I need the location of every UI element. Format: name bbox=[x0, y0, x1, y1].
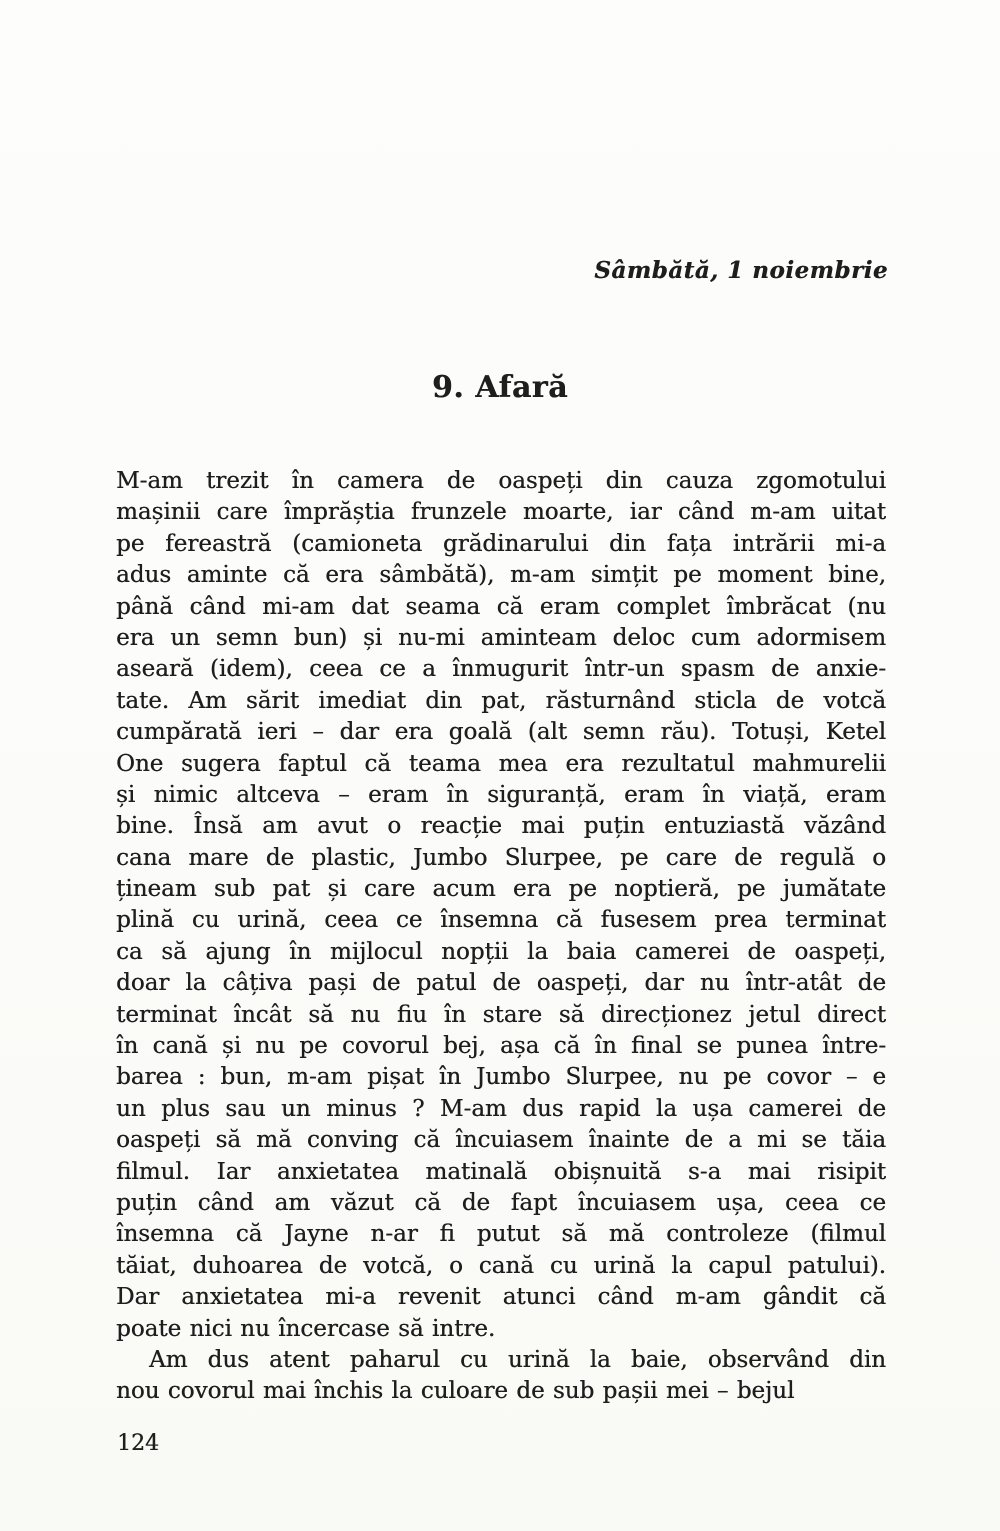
text-line: era un semn bun) și nu-mi aminteam deloc cum adormisem bbox=[116, 624, 886, 651]
dateline: Sâmbătă, 1 noiembrie bbox=[594, 257, 888, 284]
text-line: tăiat, duhoarea de votcă, o cană cu urină la capul patului). bbox=[116, 1252, 886, 1279]
chapter-title: 9. Afară bbox=[431, 370, 569, 405]
body-text bbox=[116, 466, 886, 1408]
text-line: până când mi-am dat seama că eram complet îmbrăcat (nu bbox=[116, 593, 886, 620]
text-line: în cană și nu pe covorul bej, așa că în final se punea între- bbox=[116, 1033, 886, 1060]
text-line: cumpărată ieri – dar era goală (alt semn rău). Totuși, Ketel bbox=[116, 719, 886, 746]
text-line: țineam sub pat și care acum era pe noptieră, pe jumătate bbox=[116, 876, 886, 903]
text-line: plină cu urină, ceea ce însemna că fusesem prea terminat bbox=[116, 907, 886, 934]
text-line: poate nici nu încercase să intre. bbox=[116, 1315, 496, 1342]
text-line: pe fereastră (camioneta grădinarului din fața intrării mi-a bbox=[116, 530, 886, 557]
text-line: adus aminte că era sâmbătă), m-am simțit pe moment bine, bbox=[116, 562, 886, 589]
text-line: puțin când am văzut că de fapt încuiasem ușa, ceea ce bbox=[116, 1189, 886, 1216]
text-line: ca să ajung în mijlocul nopții la baia camerei de oaspeți, bbox=[116, 938, 886, 965]
page-number: 124 bbox=[117, 1431, 159, 1456]
text-line: oaspeți să mă conving că încuiasem înainte de a mi se tăia bbox=[116, 1127, 886, 1154]
text-line: doar la câțiva pași de patul de oaspeți, dar nu într-atât de bbox=[116, 970, 886, 997]
text-line: Dar anxietatea mi-a revenit atunci când m-am gândit că bbox=[116, 1284, 886, 1311]
text-line: un plus sau un minus ? M-am dus rapid la ușa camerei de bbox=[116, 1095, 886, 1122]
paragraph bbox=[116, 466, 886, 1345]
text-line: însemna că Jayne n-ar fi putut să mă controleze (filmul bbox=[116, 1221, 886, 1248]
text-line: mașinii care împrăștia frunzele moarte, iar când m-am uitat bbox=[116, 499, 886, 526]
text-line: bine. Însă am avut o reacție mai puțin entuziastă văzând bbox=[116, 813, 886, 840]
text-line: aseară (idem), ceea ce a înmugurit într-un spasm de anxie- bbox=[116, 656, 886, 683]
text-line: Am dus atent paharul cu urină la baie, observând din bbox=[149, 1346, 886, 1373]
text-line: nou covorul mai închis la culoare de sub pașii mei – bejul bbox=[116, 1378, 795, 1405]
text-line: și nimic altceva – eram în siguranță, eram în viață, eram bbox=[116, 781, 886, 808]
text-line: tate. Am sărit imediat din pat, răsturnând sticla de votcă bbox=[116, 687, 886, 714]
text-line: cana mare de plastic, Jumbo Slurpee, pe care de regulă o bbox=[116, 844, 886, 871]
text-line: M-am trezit în camera de oaspeți din cauza zgomotului bbox=[116, 468, 886, 494]
paragraph bbox=[116, 1345, 886, 1408]
text-line: barea : bun, m-am pișat în Jumbo Slurpee, nu pe covor – e bbox=[116, 1064, 886, 1091]
text-line: filmul. Iar anxietatea matinală obișnuită s-a mai risipit bbox=[116, 1158, 886, 1185]
text-line: terminat încât să nu fiu în stare să direcționez jetul direct bbox=[116, 1001, 886, 1028]
text-line: One sugera faptul că teama mea era rezultatul mahmurelii bbox=[116, 750, 886, 777]
